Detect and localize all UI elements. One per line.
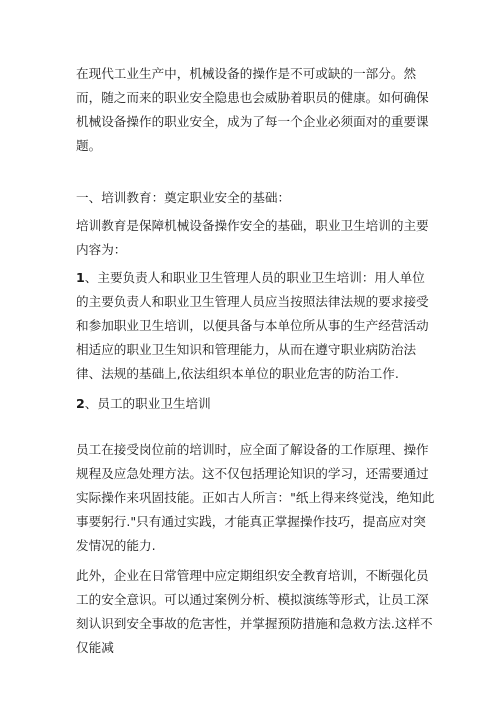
section-lead-paragraph: 培训教育是保障机械设备操作安全的基础，职业卫生培训的主要内容为： [76, 218, 429, 257]
employee-training-paragraph: 员工在接受岗位前的培训时，应全面了解设备的工作原理、操作规程及应急处理方法。这不仅包括理论知识的学习，还需要通过实际操作来巩固技能。正如古人所言："纸上得来终觉浅，绝知此事要躬行."只有通过实践，才能真正掌握操作技巧，提高应对突发情况的能力. [76, 442, 435, 553]
list-item-text: 、主要负责人和职业卫生管理人员的职业卫生培训：用人单位的主要负责人和职业卫生管理人员应当按照法律法规的要求接受和参加职业卫生培训，以便具备与本单位所从事的生产经营活动相适应的职业卫生知识和管理能力，从而在遵守职业病防治法律、法规的基础上,依法组织本单位的职业危害的防治工作. [76, 270, 429, 381]
daily-management-paragraph: 此外，企业在日常管理中应定期组织安全教育培训，不断强化员工的安全意识。可以通过案例分析、模拟演练等形式，让员工深刻认识到安全事故的危害性，并掌握预防措施和急救方法.这样不仅能减 [76, 568, 433, 655]
intro-paragraph: 在现代工业生产中，机械设备的操作是不可或缺的一部分。然而，随之而来的职业安全隐患也会威胁着职员的健康。如何确保机械设备操作的职业安全，成为了每一个企业必须面对的重要课题。 [76, 66, 429, 153]
document-body [76, 62, 436, 660]
section-heading: 一、培训教育：奠定职业安全的基础： [76, 190, 291, 205]
list-item-2 [76, 392, 436, 416]
list-item-number: 2 [76, 396, 85, 411]
list-item-text: 、员工的职业卫生培训 [84, 396, 211, 411]
list-item-number: 1 [76, 270, 85, 285]
list-item-1 [76, 266, 436, 386]
